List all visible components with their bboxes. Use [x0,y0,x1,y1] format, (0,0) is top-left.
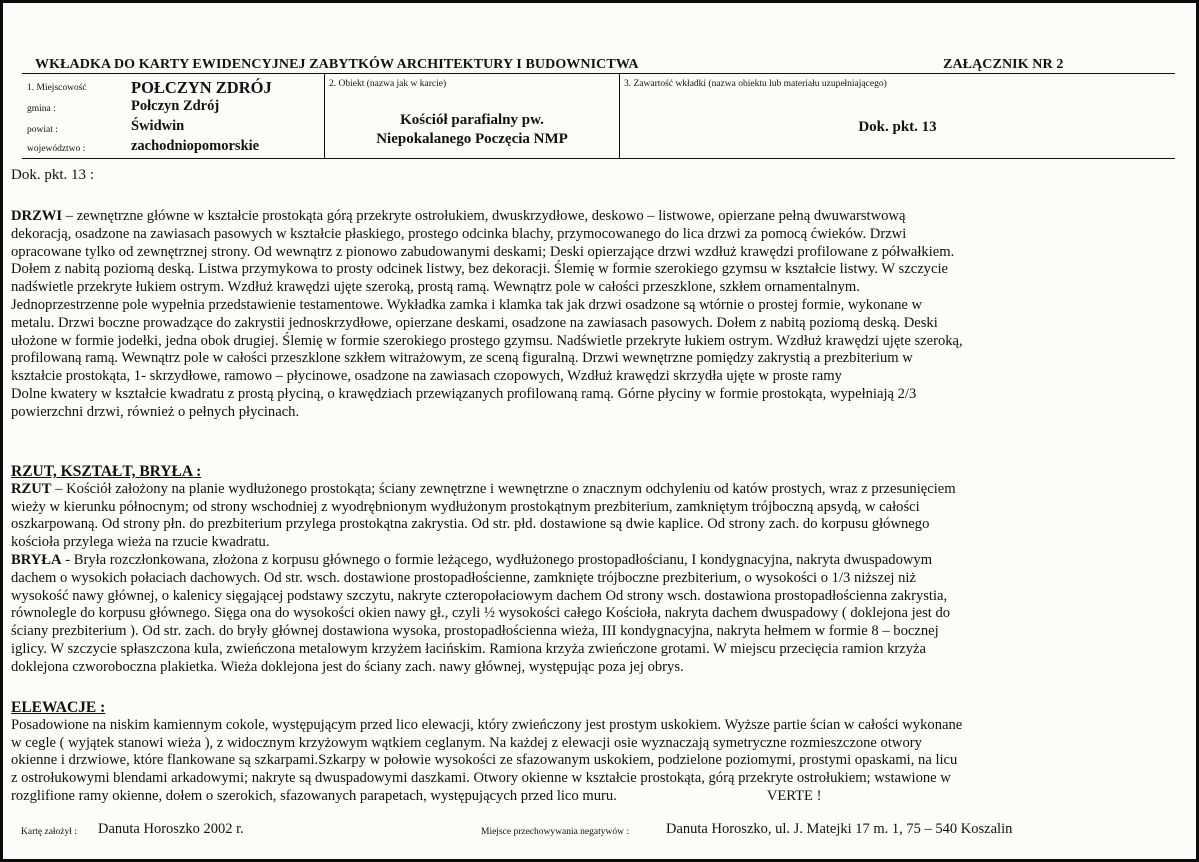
gmina-label: gmina : [27,104,56,114]
text-line: BRYŁA - Bryła rozczłonkowana, złożona z korpusu głównego o formie leżącego, wydłużonego prostopadłościanu, I kondygnacyjna, nakryta dwuspadowym [11,551,933,568]
text-line: oszkarpowaną. Od strony płn. do prezbiterium przylega prostokątna zakrystia. Od str. płd. dostawione są dwie kaplice. Od strony zach. do korpusu głównego [11,516,930,533]
storage-label: Miejsce przechowywania negatywów : [481,827,629,837]
text-line: w cegle ( wyjątek stanowi wieża ), z widocznym krzyżowym wątkiem ceglanym. Na każdej z elewacji osie wyznaczają symetryczne rozmieszczone otwory [11,734,922,751]
text-line: ułożone w formie jodełki, jedna obok drugiej. Ślemię w formie szerokiego prostego gzymsu. Nadświetle przekryte łukiem ostrym. Wzdłuż krawędzi ujęte szeroką, [11,332,963,349]
storage-value: Danuta Horoszko, ul. J. Matejki 17 m. 1, 75 – 540 Koszalin [666,821,1013,837]
text-line: kształcie prostokąta, 1- skrzydłowe, ramowo – płycinowe, osadzone na zawiasach czopowych, Wzdłuż krawędzi skrzydła ujęte w proste ramy [11,368,842,385]
text-line: opracowane tylko od zewnętrznej strony. Od wewnątrz z pionowo zabudowanymi deskami; Deski opierzające drzwi wzdłuż krawędzi profilowane z półwałkiem. [11,243,955,260]
record-card-sheet [3,3,1196,859]
powiat-label: powiat : [27,125,58,135]
object-label: 2. Obiekt (nazwa jak w karcie) [329,79,447,89]
card-title: WKŁADKA DO KARTY EWIDENCYJNEJ ZABYTKÓW ARCHITEKTURY I BUDOWNICTWA [35,57,639,72]
contents-label: 3. Zawartość wkładki (nazwa obiektu lub materiału uzupełniającego) [624,79,887,89]
text-line: z ostrołukowymi blendami arkadowymi; nakryte są dwuspadowymi daszkami. Otwory okienne w kształcie prostokąta, górą przekryte ostrołukiem; wstawione w [11,770,951,787]
gmina-value: Połczyn Zdrój [131,98,220,114]
plan-shape-heading: RZUT, KSZTAŁT, BRYŁA : [11,463,202,480]
text-line: wieży w kierunku północnym; od strony wschodniej z wyodrębnionym wydłużonym prostokątnym prezbiterium, zamkniętym trójboczną apsydą, w całości [11,498,920,515]
text-line: powierzchni drzwi, również o pełnych płycinach. [11,403,300,420]
doors-section [11,208,1191,422]
text-line: nadświetle przekryte łukiem ostrym. Wzdłuż krawędzi ujęte szeroką, prostą ramą. Wewnątrz pole w całości przeszklone, szkłem ornamentalnym. [11,279,860,296]
text-line: DRZWI – zewnętrzne główne w kształcie prostokąta górą przekryte ostrołukiem, dwuskrzydłowe, deskowo – listwowe, opierzane pełną dwuwarstwową [11,208,906,224]
text-line: wysokość nawy głównej, o kalenicy sięgającej podstawy szczytu, nakryte czteropołaciowym dachem Od strony wsch. dostawiona prostopadłościenna zakrystia, [11,587,948,604]
author-value: Danuta Horoszko 2002 r. [98,821,244,837]
text-line: metalu. Drzwi boczne prowadzące do zakrystii jednoskrzydłowe, opierzane deskami, osadzone na zawiasach pasowych. Dołem z nabitą poziomą deską. Deski [11,314,938,331]
annex-number: ZAŁĄCZNIK NR 2 [943,57,1064,72]
text-line: Dołem z nabitą poziomą deską. Listwa przymykowa to prosty odcinek listwy, bez dekoracji. Ślemię w formie szerokiego gzymsu w kształcie listwy. W szczycie [11,261,948,278]
text-line: doklejona czworoboczna plakietka. Wieża doklejona jest do ściany zach. nawy głównej, występując poza jej obrys. [11,658,684,675]
verte-note: VERTE ! [766,787,822,804]
column-divider [619,74,620,158]
text-line: rozglifione ramy okienne, dołem o szerokich, sfazowanych parapetach, występujących przed lico muru. VERTE ! [11,787,822,804]
text-line: kościoła przylega wieża na rzucie kwadratu. [11,534,270,551]
document-reference: Dok. pkt. 13 : [11,167,94,183]
doors-heading: DRZWI [11,208,63,224]
massing-heading: BRYŁA [11,551,62,568]
locality-label: 1. Miejscowość [27,83,87,93]
elevations-section [11,699,1191,806]
text-line: dachem o wysokich połaciach dachowych. Od str. wsch. dostawione prostopadłościenne, zamknięte trójboczne prezbiterium, o wysokości o 1/3 niższej niż [11,569,916,586]
author-label: Kartę założył : [21,827,77,837]
text-line: iglicy. W szczycie spłaszczona kula, zwieńczona metalowym krzyżem łacińskim. Ramiona krzyża zwieńczone grotami. W miejscu przecięcia ramion krzyża [11,640,926,657]
text-line: Dolne kwatery w kształcie kwadratu z prostą płyciną, o krawędziach przewiązanych profilowaną ramą. Górne płyciny w formie prostokąta, wypełniają 2/3 [11,385,917,402]
plan-heading: RZUT [11,480,52,497]
header-table [22,73,1175,159]
text-line: profilowaną ramą. Wewnątrz pole w całości przeszklone szkłem witrażowym, ze sceną figuralną. Drzwi wewnętrzne pomiędzy zakrystią a prezbiterium w [11,350,913,367]
object-name-line1: Kościół parafialny pw. [400,112,544,128]
elevations-heading: ELEWACJE : [11,699,106,716]
voivodeship-label: województwo : [27,144,86,154]
contents-value: Dok. pkt. 13 [858,119,937,135]
text-line: ściany prezbiterium ). Od str. zach. do bryły głównej dostawiona wysoka, prostopadłościenna wieża, III kondygnacyjna, nakryta hełmem w formie 8 – bocznej [11,623,939,640]
text-line: dekoracją, osadzone na zawiasach pasowych w kształcie płaskiego, prostego odcinka blachy, przymocowanego do lica drzwi za pomocą ćwieków. Drzwi [11,225,907,242]
plan-shape-section [11,463,1191,677]
locality-value: POŁCZYN ZDRÓJ [131,78,272,97]
text-line: równolegle do korpusu głównego. Sięga ona do wysokości okien nawy gł., czyli ½ wysokości całego Kościoła, nakryta dachem dwuspadowy ( doklejona jest do [11,605,951,622]
object-name-line2: Niepokalanego Poczęcia NMP [376,131,568,147]
text-line: Jednoprzestrzenne pole wypełnia przedstawienie testamentowe. Wykładka zamka i klamka tak jak drzwi osadzone są wtórnie o prostej formie, wykonane w [11,296,923,313]
text-line: okienne i drzwiowe, które flankowane są szkarpami.Szkarpy w połowie wysokości ze sfazowanym uskokiem, podzielone poziomymi, prostymi opaskami, na licu [11,752,958,769]
text-line: Posadowione na niskim kamiennym cokole, występującym przed lico elewacji, który zwieńczony jest prostym uskokiem. Wyższe partie ścian w całości wykonane [11,716,963,733]
text-line: RZUT – Kościół założony na planie wydłużonego prostokąta; ściany zewnętrzne i wewnętrzne o znacznym odchyleniu od katów prostych, wraz z przesunięciem [11,480,956,497]
powiat-value: Świdwin [131,118,185,134]
voivodeship-value: zachodniopomorskie [131,138,260,154]
